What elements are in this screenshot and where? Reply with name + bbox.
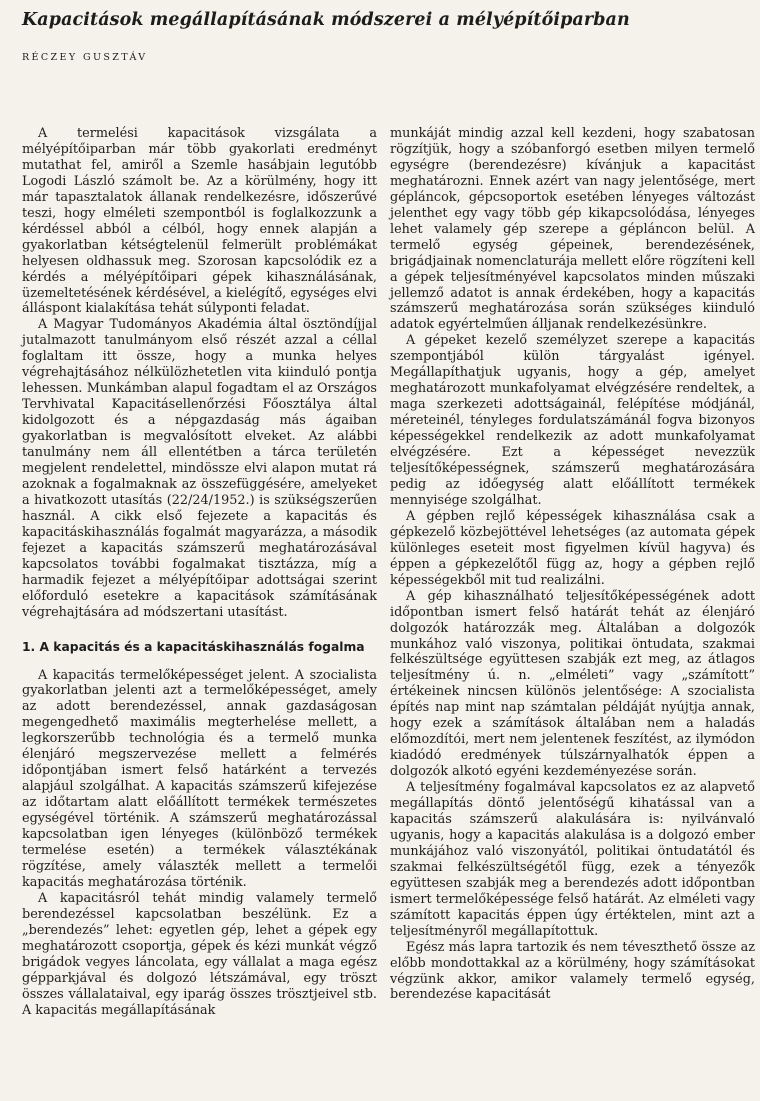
paragraph: A gépeket kezelő személyzet szerepe a kapacitás szempontjából külön tárgyalást igényel. Megállapíthatjuk ugyanis, hogy a gép, amelyet meghatározott munkafolyamat elvégzésére rendeltek, a maga szerkezeti adottságainál, felépítése módjánál, méreteinél, tényleges fordulatszámánál fogva bizonyos képességekkel rendelkezik az adott munkafolyamat elvégzésére. Ezt a képességet nevezzük teljesítőképességnek, számszerű meghatározására pedig az időegység alatt előállított termékek mennyisége szolgálhat. bbox=[390, 333, 755, 508]
paragraph: A termelési kapacitások vizsgálata a mélyépítőiparban már több gyakorlati eredményt mutathat fel, amiről a Szemle hasábjain legutóbb Logodi László számolt be. Az a körülmény, hogy itt már tapasztalatok állanak rendelkezésre, időszerűvé teszi, hogy elméleti szempontból is foglalkozzunk a kérdéssel abból a célból, hogy ennek alapján a gyakorlatban kétségtelenül felmerült problémákat helyesen oldhassuk meg. Szorosan kapcsolódik ez a kérdés a mélyépítőipari gépek kihasználásának, üzemeltetésének kérdésével, a kielégítő, egységes elvi álláspont kialakítása tehát súlyponti feladat. bbox=[22, 126, 377, 317]
paragraph: A Magyar Tudományos Akadémia által ösztöndíjjal jutalmazott tanulmányom első részét azzal a céllal foglaltam itt össze, hogy a munka helyes végrehajtásához nélkülözhetetlen vita kiinduló pontja lehessen. Munkámban alapul fogadtam el az Országos Tervhivatal Kapacitásellenőrzési Főosztálya által kidolgozott és a népgazdaság más ágaiban gyakorlatban is megvalósított elveket. Az alábbi tanulmány nem áll ellentétben a tárca területén megjelent rendelettel, mindössze elvi alapon mutat rá azoknak a fogalmaknak az összefüggésére, amelyeket a hivatkozott utasítás (22/24/1952.) is szükségszerűen használ. A cikk első fejezete a kapacitás és kapacitáskihasználás fogalmát magyarázza, a második fejezet a kapacitás számszerű meghatározásával kapcsolatos további fogalmakat tisztázza, míg a harmadik fejezet a mélyépítőipar adottságai szerint előforduló esetekre a kapacitások számításának végrehajtására ad módszertani utasítást. bbox=[22, 317, 377, 620]
article-author: RÉCZEY GUSZTÁV bbox=[22, 52, 148, 63]
section-heading: 1. A kapacitás és a kapacitáskihasználás fogalma bbox=[22, 639, 365, 654]
paragraph: A teljesítmény fogalmával kapcsolatos ez az alapvető megállapítás döntő jelentőségű kihatással van a kapacitás számszerű alakulására is: nyilvánvaló ugyanis, hogy a kapacitás alakulása is a dolgozó ember munkájához való viszonyától, politikai öntudatától és szakmai felkészültségétől függ, ezek a tényezők együttesen szabják meg a berendezés adott időpontban ismert termelőképessége felső határát. Az elméleti vagy számított kapacitás éppen úgy értéktelen, mint azt a teljesítményről megállapítottuk. bbox=[390, 780, 755, 939]
paragraph: A gépben rejlő képességek kihasználása csak a gépkezelő közbejöttével lehetséges (az automata gépek különleges eseteit most figyelmen kívül hagyva) és éppen a gépkezelőtől függ az, hogy a gépben rejlő képességekből mit tud realizálni. bbox=[390, 508, 755, 588]
right-column bbox=[390, 126, 755, 1003]
paragraph: A kapacitásról tehát mindig valamely termelő berendezéssel kapcsolatban beszélünk. Ez a „berendezés” lehet: egyetlen gép, lehet a gépek egy meghatározott csoportja, gépek és kézi munkát végző brigádok vegyes láncolata, egy vállalat a maga egész gépparkjával és dolgozó létszámával, egy tröszt összes vállalataival, egy iparág összes trösztjeivel stb. A kapacitás megállapításának bbox=[22, 890, 377, 1018]
article-title: Kapacitások megállapításának módszerei a mélyépítőiparban bbox=[22, 10, 630, 30]
paragraph: Egész más lapra tartozik és nem téveszthető össze az előbb mondottakkal az a körülmény, hogy számításokat végzünk akkor, amikor valamely termelő egység, berendezése kapacitását bbox=[390, 939, 755, 1003]
paragraph: A kapacitás termelőképességet jelent. A szocialista gyakorlatban jelenti azt a termelőképességet, amely az adott berendezéssel, annak gazdaságosan megengedhető maximális megterhelése mellett, a legkorszerűbb technológia és a termelő munka élenjáró megszervezése mellett a felmérés időpontjában ismert felső határként a tervezés alapjául szolgálhat. A kapacitás számszerű kifejezése az időtartam alatt előállított termékek természetes egységével történik. A számszerű meghatározással kapcsolatban igen lényeges (különböző termékek termelése esetén) a termékek választékának rögzítése, amely választék mellett a termelői kapacitás meghatározása történik. bbox=[22, 667, 377, 890]
left-column bbox=[22, 126, 377, 1018]
paragraph-continued: munkáját mindig azzal kell kezdeni, hogy szabatosan rögzítjük, hogy a szóbanforgó esetben milyen termelő egységre (berendezésre) kívánjuk a kapacitást meghatározni. Ennek azért van nagy jelentősége, mert gépláncok, gépcsoportok esetében lényeges változást jelenthet egy vagy több gép kikapcsolódása, lényeges lehet valamely gép szerepe a gépláncon belül. A termelő egység gépeinek, berendezésének, brigádjainak nomenclaturája mellett előre rögzíteni kell a gépek teljesítményével kapcsolatos minden műszaki jellemző adatot is annak érdekében, hogy a kapacitás számszerű meghatározása során szükséges kiinduló adatok egyértelműen álljanak rendelkezésünkre. bbox=[390, 126, 755, 333]
paragraph: A gép kihasználható teljesítőképességének adott időpontban ismert felső határát tehát az élenjáró dolgozók határozzák meg. Általában a dolgozók munkához való viszonya, politikai öntudata, szakmai felkészültsége együttesen szabják ezt meg, az átlagos teljesítmény ú. n. „elméleti” vagy „számított” értékeinek nincsen különös jelentősége: A szocialista építés nap mint nap számtalan példáját nyújtja annak, hogy ezek a számítások általában nem a haladás előmozdítói, mert nem jelentenek feszítést, az ilymódon kiadódó eredmények túlszárnyalhatók éppen a dolgozók alkotó egyéni kezdeményezése során. bbox=[390, 588, 755, 780]
